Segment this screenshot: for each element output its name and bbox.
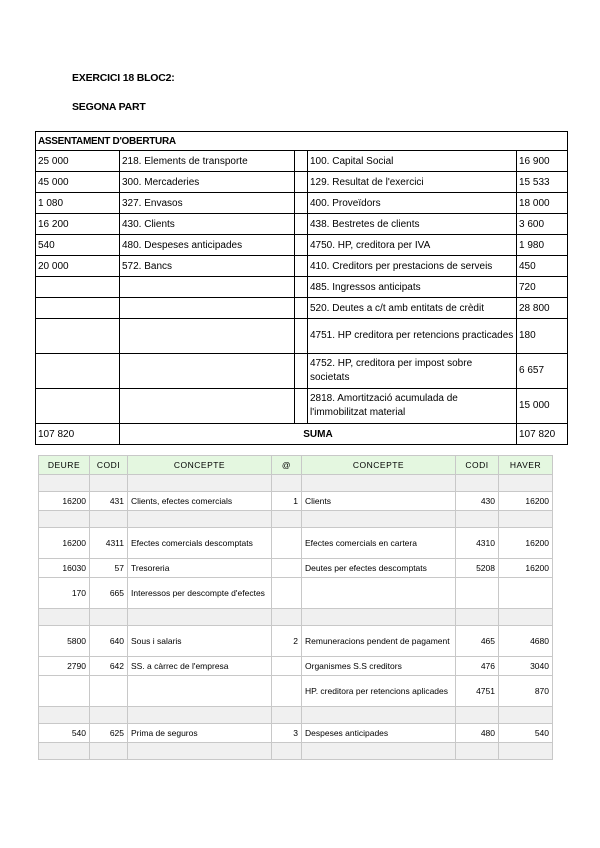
- spacer-cell: [295, 354, 308, 389]
- credit-amount: 15 533: [517, 172, 568, 193]
- credit-code: 4310: [456, 528, 499, 559]
- debit-concept: [128, 676, 272, 707]
- empty-cell: [128, 609, 272, 626]
- opening-row: [36, 214, 568, 235]
- entry-number: [272, 676, 302, 707]
- empty-cell: [302, 707, 456, 724]
- spacer-cell: [295, 389, 308, 424]
- credit-amount: 6 657: [517, 354, 568, 389]
- debit-account: [120, 298, 295, 319]
- debit-account: [120, 277, 295, 298]
- haver-amount: 870: [499, 676, 553, 707]
- credit-concept: Organismes S.S creditors: [302, 657, 456, 676]
- opening-row: [36, 172, 568, 193]
- credit-account: 4752. HP, creditora per impost sobre societats: [308, 354, 517, 389]
- debit-amount: 45 000: [36, 172, 120, 193]
- debit-account: 430. Clients: [120, 214, 295, 235]
- credit-concept: Deutes per efectes descomptats: [302, 559, 456, 578]
- debit-account: 572. Bancs: [120, 256, 295, 277]
- credit-code: [456, 578, 499, 609]
- debit-amount: 16 200: [36, 214, 120, 235]
- deure-amount: 2790: [39, 657, 90, 676]
- debit-amount: [36, 389, 120, 424]
- debit-concept: Clients, efectes comercials: [128, 492, 272, 511]
- credit-amount: 18 000: [517, 193, 568, 214]
- opening-row: [36, 256, 568, 277]
- spacer-cell: [295, 193, 308, 214]
- debit-code: 625: [90, 724, 128, 743]
- entry-number: 2: [272, 626, 302, 657]
- haver-amount: 16200: [499, 492, 553, 511]
- debit-amount: [36, 277, 120, 298]
- entry-number: 3: [272, 724, 302, 743]
- credit-code: 5208: [456, 559, 499, 578]
- empty-cell: [302, 609, 456, 626]
- journal-separator-row: [39, 475, 553, 492]
- debit-concept: Tresoreria: [128, 559, 272, 578]
- debit-account: [120, 389, 295, 424]
- credit-concept: Clients: [302, 492, 456, 511]
- debit-amount: 20 000: [36, 256, 120, 277]
- credit-amount: 3 600: [517, 214, 568, 235]
- debit-amount: [36, 298, 120, 319]
- credit-concept: Despeses anticipades: [302, 724, 456, 743]
- debit-concept: Prima de seguros: [128, 724, 272, 743]
- credit-concept: [302, 578, 456, 609]
- header-haver: HAVER: [499, 456, 553, 475]
- debit-amount: 540: [36, 235, 120, 256]
- total-label: SUMA: [120, 424, 517, 445]
- exercise-title: EXERCICI 18 BLOC2:: [72, 72, 175, 84]
- opening-entry-table: [35, 131, 568, 445]
- entry-number: 1: [272, 492, 302, 511]
- opening-row: [36, 193, 568, 214]
- empty-cell: [499, 511, 553, 528]
- haver-amount: 16200: [499, 559, 553, 578]
- journal-row: [39, 528, 553, 559]
- journal-row: [39, 492, 553, 511]
- spacer-cell: [295, 298, 308, 319]
- empty-cell: [39, 743, 90, 760]
- entry-number: [272, 528, 302, 559]
- empty-cell: [302, 511, 456, 528]
- credit-account: 400. Proveïdors: [308, 193, 517, 214]
- journal-table: [38, 455, 553, 760]
- empty-cell: [302, 743, 456, 760]
- empty-cell: [128, 475, 272, 492]
- credit-amount: 28 800: [517, 298, 568, 319]
- spacer-cell: [295, 256, 308, 277]
- debit-concept: Sous i salaris: [128, 626, 272, 657]
- empty-cell: [39, 475, 90, 492]
- credit-account: 4751. HP creditora per retencions practicades: [308, 319, 517, 354]
- haver-amount: 4680: [499, 626, 553, 657]
- debit-code: 642: [90, 657, 128, 676]
- deure-amount: 540: [39, 724, 90, 743]
- credit-concept: HP. creditora per retencions aplicades: [302, 676, 456, 707]
- empty-cell: [499, 475, 553, 492]
- debit-account: 300. Mercaderies: [120, 172, 295, 193]
- journal-separator-row: [39, 707, 553, 724]
- empty-cell: [128, 743, 272, 760]
- credit-concept: Remuneracions pendent de pagament: [302, 626, 456, 657]
- empty-cell: [128, 707, 272, 724]
- opening-row: [36, 354, 568, 389]
- header-concepte-credit: CONCEPTE: [302, 456, 456, 475]
- credit-account: 4750. HP, creditora per IVA: [308, 235, 517, 256]
- credit-code: 430: [456, 492, 499, 511]
- debit-account: 327. Envasos: [120, 193, 295, 214]
- debit-code: 4311: [90, 528, 128, 559]
- haver-amount: 540: [499, 724, 553, 743]
- debit-concept: Efectes comercials descomptats: [128, 528, 272, 559]
- empty-cell: [456, 511, 499, 528]
- debit-concept: Interessos per descompte d'efectes: [128, 578, 272, 609]
- spacer-cell: [295, 319, 308, 354]
- deure-amount: 16200: [39, 528, 90, 559]
- empty-cell: [272, 743, 302, 760]
- spacer-cell: [295, 277, 308, 298]
- journal-row: [39, 626, 553, 657]
- credit-account: 485. Ingressos anticipats: [308, 277, 517, 298]
- deure-amount: 16200: [39, 492, 90, 511]
- empty-cell: [456, 743, 499, 760]
- empty-cell: [90, 707, 128, 724]
- entry-number: [272, 578, 302, 609]
- empty-cell: [39, 609, 90, 626]
- empty-cell: [39, 707, 90, 724]
- header-concepte-debit: CONCEPTE: [128, 456, 272, 475]
- empty-cell: [90, 743, 128, 760]
- empty-cell: [90, 475, 128, 492]
- opening-entry-title: ASSENTAMENT D'OBERTURA: [36, 132, 568, 151]
- credit-code: 480: [456, 724, 499, 743]
- opening-row: [36, 277, 568, 298]
- empty-cell: [128, 511, 272, 528]
- credit-account: 100. Capital Social: [308, 151, 517, 172]
- spacer-cell: [295, 214, 308, 235]
- debit-account: [120, 354, 295, 389]
- credit-account: 2818. Amortització acumulada de l'immobilitzat material: [308, 389, 517, 424]
- header-codi-credit: CODI: [456, 456, 499, 475]
- debit-amount: [36, 354, 120, 389]
- haver-amount: 3040: [499, 657, 553, 676]
- empty-cell: [499, 707, 553, 724]
- debit-code: [90, 676, 128, 707]
- credit-account: 410. Creditors per prestacions de serveis: [308, 256, 517, 277]
- header-codi-debit: CODI: [90, 456, 128, 475]
- credit-amount: 1 980: [517, 235, 568, 256]
- debit-account: 480. Despeses anticipades: [120, 235, 295, 256]
- credit-code: 476: [456, 657, 499, 676]
- journal-row: [39, 559, 553, 578]
- empty-cell: [456, 609, 499, 626]
- deure-amount: 16030: [39, 559, 90, 578]
- empty-cell: [90, 511, 128, 528]
- empty-cell: [456, 475, 499, 492]
- header-entry-number: @: [272, 456, 302, 475]
- journal-separator-row: [39, 743, 553, 760]
- credit-concept: Efectes comercials en cartera: [302, 528, 456, 559]
- empty-cell: [302, 475, 456, 492]
- empty-cell: [499, 743, 553, 760]
- credit-amount: 15 000: [517, 389, 568, 424]
- deure-amount: 170: [39, 578, 90, 609]
- debit-code: 57: [90, 559, 128, 578]
- debit-code: 640: [90, 626, 128, 657]
- deure-amount: [39, 676, 90, 707]
- journal-row: [39, 724, 553, 743]
- debit-amount: 25 000: [36, 151, 120, 172]
- credit-amount: 180: [517, 319, 568, 354]
- empty-cell: [272, 609, 302, 626]
- credit-code: 4751: [456, 676, 499, 707]
- exercise-subtitle: SEGONA PART: [72, 101, 146, 113]
- credit-amount: 720: [517, 277, 568, 298]
- opening-row: [36, 151, 568, 172]
- credit-amount: 16 900: [517, 151, 568, 172]
- journal-row: [39, 676, 553, 707]
- spacer-cell: [295, 172, 308, 193]
- total-credit: 107 820: [517, 424, 568, 445]
- opening-row: [36, 298, 568, 319]
- debit-amount: [36, 319, 120, 354]
- journal-row: [39, 657, 553, 676]
- journal-header-row: [39, 456, 553, 475]
- credit-account: 129. Resultat de l'exercici: [308, 172, 517, 193]
- empty-cell: [456, 707, 499, 724]
- debit-code: 431: [90, 492, 128, 511]
- credit-amount: 450: [517, 256, 568, 277]
- spacer-cell: [295, 235, 308, 256]
- debit-amount: 1 080: [36, 193, 120, 214]
- opening-row: [36, 235, 568, 256]
- entry-number: [272, 559, 302, 578]
- debit-code: 665: [90, 578, 128, 609]
- debit-account: 218. Elements de transporte: [120, 151, 295, 172]
- empty-cell: [272, 707, 302, 724]
- empty-cell: [272, 511, 302, 528]
- credit-code: 465: [456, 626, 499, 657]
- credit-account: 438. Bestretes de clients: [308, 214, 517, 235]
- header-deure: DEURE: [39, 456, 90, 475]
- debit-concept: SS. a càrrec de l'empresa: [128, 657, 272, 676]
- debit-account: [120, 319, 295, 354]
- total-debit: 107 820: [36, 424, 120, 445]
- entry-number: [272, 657, 302, 676]
- journal-separator-row: [39, 609, 553, 626]
- spacer-cell: [295, 151, 308, 172]
- opening-row: [36, 389, 568, 424]
- journal-row: [39, 578, 553, 609]
- opening-row: [36, 319, 568, 354]
- empty-cell: [90, 609, 128, 626]
- opening-total-row: [36, 424, 568, 445]
- empty-cell: [499, 609, 553, 626]
- empty-cell: [39, 511, 90, 528]
- deure-amount: 5800: [39, 626, 90, 657]
- journal-separator-row: [39, 511, 553, 528]
- empty-cell: [272, 475, 302, 492]
- haver-amount: [499, 578, 553, 609]
- credit-account: 520. Deutes a c/t amb entitats de crèdit: [308, 298, 517, 319]
- haver-amount: 16200: [499, 528, 553, 559]
